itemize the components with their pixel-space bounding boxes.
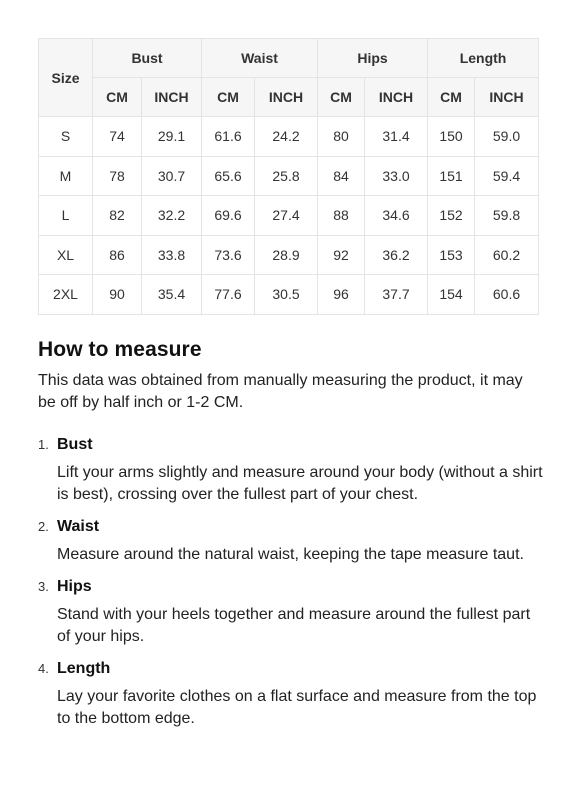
- size-cell: L: [39, 196, 93, 236]
- table-row: [39, 235, 539, 275]
- table-cell: 74: [93, 117, 142, 157]
- step-title: Hips: [57, 578, 92, 595]
- size-cell: M: [39, 156, 93, 196]
- guide-title: How to measure: [38, 338, 202, 361]
- table-cell: 31.4: [365, 117, 428, 157]
- table-cell: 25.8: [255, 156, 318, 196]
- bust-group-header: Bust: [93, 39, 202, 78]
- table-cell: 84: [318, 156, 365, 196]
- table-cell: 35.4: [142, 275, 202, 315]
- table-cell: 24.2: [255, 117, 318, 157]
- unit-header: INCH: [255, 78, 318, 117]
- table-cell: 92: [318, 235, 365, 275]
- table-cell: 152: [428, 196, 475, 236]
- step-number: 4.: [38, 661, 49, 676]
- table-cell: 69.6: [202, 196, 255, 236]
- step-number: 2.: [38, 519, 49, 534]
- table-cell: 60.6: [475, 275, 539, 315]
- size-chart-table: [38, 38, 539, 315]
- table-cell: 59.4: [475, 156, 539, 196]
- step-text: Lift your arms slightly and measure around your body (without a shirt is best), crossing over the fullest part of your chest.: [57, 464, 543, 503]
- table-cell: 153: [428, 235, 475, 275]
- step-title: Waist: [57, 518, 100, 535]
- step-text: Stand with your heels together and measure around the fullest part of your hips.: [57, 606, 531, 645]
- table-cell: 36.2: [365, 235, 428, 275]
- step-number: 1.: [38, 437, 49, 452]
- table-cell: 77.6: [202, 275, 255, 315]
- table-row: [39, 275, 539, 315]
- table-cell: 30.7: [142, 156, 202, 196]
- unit-header: CM: [428, 78, 475, 117]
- unit-header: INCH: [475, 78, 539, 117]
- table-cell: 34.6: [365, 196, 428, 236]
- table-cell: 90: [93, 275, 142, 315]
- table-cell: 73.6: [202, 235, 255, 275]
- size-cell: 2XL: [39, 275, 93, 315]
- table-cell: 80: [318, 117, 365, 157]
- step-title: Length: [57, 660, 111, 677]
- table-cell: 60.2: [475, 235, 539, 275]
- step-title: Bust: [57, 436, 93, 453]
- table-row: [39, 196, 539, 236]
- unit-header: CM: [93, 78, 142, 117]
- step-length: [38, 658, 543, 730]
- waist-group-header: Waist: [202, 39, 318, 78]
- steps-list: [38, 434, 543, 730]
- table-cell: 33.8: [142, 235, 202, 275]
- table-cell: 61.6: [202, 117, 255, 157]
- table-row: [39, 156, 539, 196]
- header-unit-row: [39, 78, 539, 117]
- length-group-header: Length: [428, 39, 539, 78]
- table-cell: 65.6: [202, 156, 255, 196]
- table-row: [39, 117, 539, 157]
- table-cell: 59.8: [475, 196, 539, 236]
- size-column-header: Size: [39, 39, 93, 117]
- table-body: [39, 117, 539, 315]
- size-cell: S: [39, 117, 93, 157]
- table-cell: 29.1: [142, 117, 202, 157]
- unit-header: CM: [202, 78, 255, 117]
- step-hips: [38, 576, 543, 648]
- hips-group-header: Hips: [318, 39, 428, 78]
- step-waist: [38, 516, 543, 566]
- step-text: Lay your favorite clothes on a flat surface and measure from the top to the bottom edge.: [57, 688, 537, 727]
- guide-intro: This data was obtained from manually measuring the product, it may be off by half inch or 1-2 CM.: [38, 372, 523, 411]
- table-cell: 88: [318, 196, 365, 236]
- table-cell: 151: [428, 156, 475, 196]
- unit-header: CM: [318, 78, 365, 117]
- table-cell: 86: [93, 235, 142, 275]
- step-number: 3.: [38, 579, 49, 594]
- table-cell: 96: [318, 275, 365, 315]
- table-cell: 150: [428, 117, 475, 157]
- table-cell: 82: [93, 196, 142, 236]
- size-cell: XL: [39, 235, 93, 275]
- table-cell: 37.7: [365, 275, 428, 315]
- table-cell: 32.2: [142, 196, 202, 236]
- table-cell: 27.4: [255, 196, 318, 236]
- unit-header: INCH: [365, 78, 428, 117]
- table-cell: 30.5: [255, 275, 318, 315]
- table-cell: 33.0: [365, 156, 428, 196]
- step-bust: [38, 434, 543, 506]
- step-text: Measure around the natural waist, keeping the tape measure taut.: [57, 546, 524, 563]
- table-cell: 78: [93, 156, 142, 196]
- unit-header: INCH: [142, 78, 202, 117]
- measure-guide: [38, 338, 543, 740]
- header-group-row: [39, 39, 539, 78]
- table-cell: 59.0: [475, 117, 539, 157]
- table-cell: 154: [428, 275, 475, 315]
- table-header: [39, 39, 539, 117]
- table-cell: 28.9: [255, 235, 318, 275]
